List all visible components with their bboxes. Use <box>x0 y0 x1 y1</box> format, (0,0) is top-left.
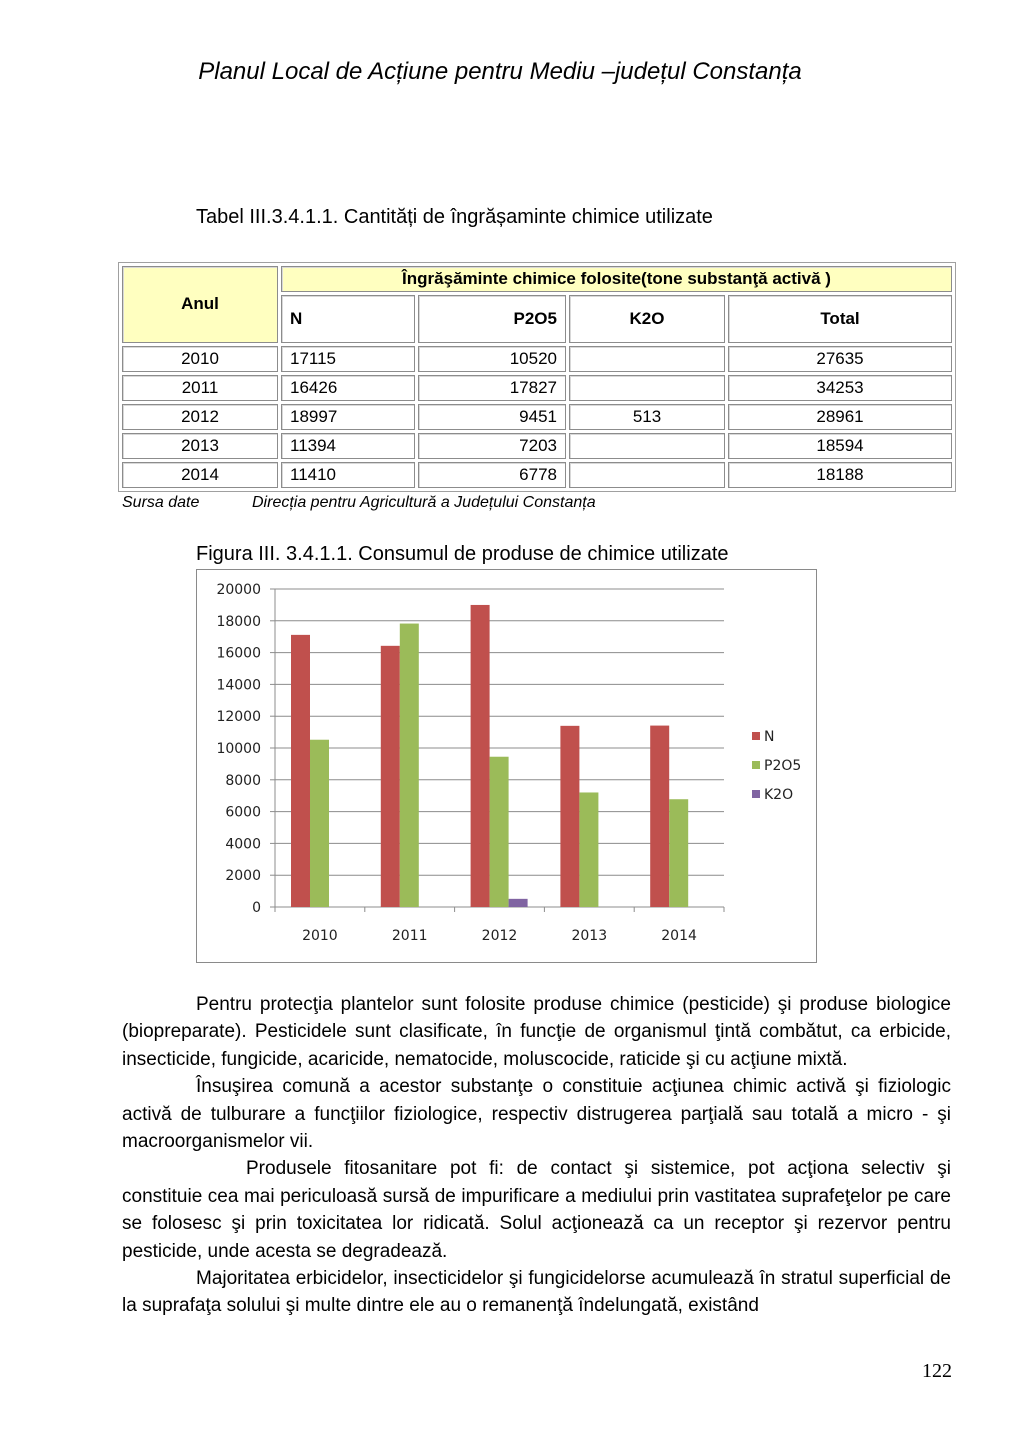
legend-label-p2o5: P2O5 <box>764 758 802 774</box>
cell-p2o5: 9451 <box>418 404 566 430</box>
y-tick-label: 10000 <box>216 741 261 757</box>
cell-total: 34253 <box>728 375 952 401</box>
cell-k2o: 513 <box>569 404 725 430</box>
paragraph: Majoritatea erbicidelor, insecticidelor şi fungicidelorse acumulează în stratul superficial de la suprafaţa solului şi multe dintre ele au o remanenţă îndelungată, existând <box>122 1268 951 1317</box>
table-caption: Tabel III.3.4.1.1. Cantități de îngrășaminte chimice utilizate <box>196 206 713 228</box>
bar-chart <box>196 569 817 963</box>
legend-swatch-p2o5 <box>752 761 760 769</box>
table-row <box>122 375 952 401</box>
cell-n: 16426 <box>281 375 415 401</box>
cell-total: 28961 <box>728 404 952 430</box>
bar-p2o5-2013 <box>579 792 598 907</box>
x-tick-label: 2013 <box>571 928 608 944</box>
paragraph: Pentru protecţia plantelor sunt folosite produse chimice (pesticide) şi produse biologice (biopreparate). Pesticidele sunt clasificate, în funcţie de organismul ţintă combătut, ca erbicide, insecticide, fungicide, acaricide, nematocide, moluscocide, raticide şi cu acţiune mixtă. <box>122 994 951 1070</box>
legend-swatch-n <box>752 732 760 740</box>
source-label: Sursa date <box>122 494 200 511</box>
fertilizer-table <box>118 262 956 492</box>
table-header-row <box>122 266 952 292</box>
figure-caption: Figura III. 3.4.1.1. Consumul de produse de chimice utilizate <box>196 543 729 565</box>
cell-p2o5: 10520 <box>418 346 566 372</box>
cell-n: 18997 <box>281 404 415 430</box>
column-header-n: N <box>281 295 415 343</box>
x-tick-label: 2011 <box>391 928 428 944</box>
cell-k2o <box>569 346 725 372</box>
bar-n-2012 <box>471 605 490 907</box>
cell-year: 2014 <box>122 462 278 488</box>
y-tick-label: 4000 <box>225 836 261 853</box>
bar-p2o5-2014 <box>669 799 688 907</box>
x-tick-label: 2012 <box>481 928 518 944</box>
source-line <box>122 494 596 512</box>
column-header-p2o5: P2O5 <box>418 295 566 343</box>
y-tick-label: 8000 <box>225 772 261 789</box>
cell-year: 2011 <box>122 375 278 401</box>
y-tick-label: 14000 <box>216 677 261 694</box>
y-tick-label: 20000 <box>216 582 261 598</box>
y-tick-label: 2000 <box>225 868 261 885</box>
cell-k2o <box>569 433 725 459</box>
legend-label-k2o: K2O <box>764 787 794 803</box>
table-row <box>122 404 952 430</box>
cell-p2o5: 7203 <box>418 433 566 459</box>
bar-n-2010 <box>291 635 310 907</box>
paragraph: Însuşirea comună a acestor substanţe o constituie acţiunea chimic activă şi fiziologic activă de tulburare a funcţiilor fiziologice, respectiv distrugerea parţială sau totală a micro - şi macroorganismelor vii. <box>122 1076 951 1153</box>
bar-p2o5-2010 <box>310 740 329 907</box>
bar-chart-svg <box>197 570 816 962</box>
table-row <box>122 462 952 488</box>
page-number: 122 <box>922 1360 952 1382</box>
cell-total: 18594 <box>728 433 952 459</box>
paragraph: Produsele fitosanitare pot fi: de contact şi sistemice, pot acţiona selectiv şi constituie cea mai periculoasă sursă de impurificare a mediului prin vastitatea suprafeţelor pe care se folosesc şi prin toxicitatea lor ridicată. Solul acţionează ca un receptor şi rezervor pentru pesticide, unde acesta se degradează. <box>122 1158 951 1262</box>
bar-p2o5-2012 <box>490 757 509 907</box>
bar-n-2013 <box>560 726 579 907</box>
cell-n: 11394 <box>281 433 415 459</box>
cell-year: 2012 <box>122 404 278 430</box>
cell-p2o5: 6778 <box>418 462 566 488</box>
cell-total: 18188 <box>728 462 952 488</box>
cell-year: 2013 <box>122 433 278 459</box>
y-tick-label: 18000 <box>216 613 261 630</box>
x-tick-label: 2010 <box>302 928 338 944</box>
cell-k2o <box>569 462 725 488</box>
bar-n-2014 <box>650 726 669 907</box>
x-tick-label: 2014 <box>661 928 697 944</box>
cell-year: 2010 <box>122 346 278 372</box>
table-row <box>122 433 952 459</box>
cell-n: 17115 <box>281 346 415 372</box>
y-tick-label: 6000 <box>225 804 261 821</box>
y-tick-label: 12000 <box>216 709 261 726</box>
legend-label-n: N <box>764 729 775 745</box>
bar-p2o5-2011 <box>400 624 419 907</box>
cell-total: 27635 <box>728 346 952 372</box>
y-tick-label: 0 <box>252 900 261 916</box>
y-tick-label: 16000 <box>216 645 261 662</box>
legend-swatch-k2o <box>752 790 760 798</box>
cell-n: 11410 <box>281 462 415 488</box>
page-header-title: Planul Local de Acțiune pentru Mediu –județul Constanța <box>198 58 802 85</box>
source-text: Direcția pentru Agricultură a Județului Constanța <box>252 494 596 511</box>
table-row <box>122 346 952 372</box>
cell-p2o5: 17827 <box>418 375 566 401</box>
group-header: Îngrăşăminte chimice folosite(tone substanţă activă ) <box>281 266 952 292</box>
body-text <box>122 991 951 1320</box>
bar-n-2011 <box>381 646 400 907</box>
column-header-k2o: K2O <box>569 295 725 343</box>
column-header-total: Total <box>728 295 952 343</box>
bar-k2o-2012 <box>509 899 528 907</box>
year-column-header: Anul <box>122 266 278 343</box>
cell-k2o <box>569 375 725 401</box>
